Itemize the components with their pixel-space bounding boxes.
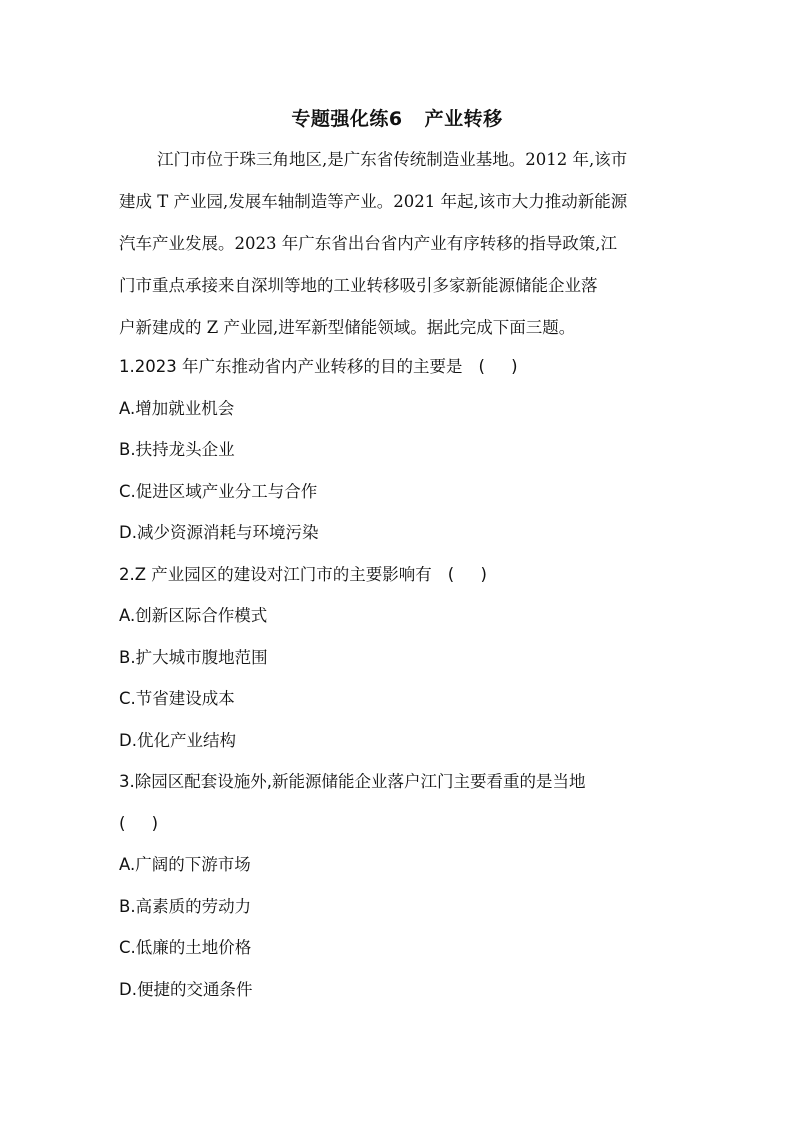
question-text: 2.Z 产业园区的建设对江门市的主要影响有 (119, 564, 432, 584)
passage-line: 门市重点承接来自深圳等地的工业转移吸引多家新能源储能企业落 (119, 276, 598, 295)
question-2-stem (119, 560, 679, 602)
question-1-option-a: A.增加就业机会 (119, 398, 235, 418)
question-list (119, 352, 679, 1016)
question-3-stem: 3.除园区配套设施外,新能源储能企业落户江门主要看重的是当地 (119, 772, 586, 791)
answer-bracket: ( ) (119, 813, 159, 833)
answer-bracket: ( ) (478, 357, 518, 376)
question-3-bracket-line (119, 809, 679, 851)
page-title (0, 104, 794, 131)
reading-passage (119, 145, 675, 355)
question-2-option-a: A.创新区际合作模式 (119, 606, 268, 625)
answer-bracket: ( ) (447, 564, 487, 584)
passage-line: 户新建成的 Z 产业园,进军新型储能领域。据此完成下面三题。 (119, 318, 576, 337)
question-1-option-b: B.扶持龙头企业 (119, 440, 235, 459)
passage-line: 江门市位于珠三角地区,是广东省传统制造业基地。2012 年,该市 (157, 150, 628, 169)
question-1-option-c: C.促进区域产业分工与合作 (119, 481, 318, 501)
question-text: 1.2023 年广东推动省内产业转移的目的主要是 (119, 357, 463, 376)
question-3-option-b: B.高素质的劳动力 (119, 896, 252, 916)
passage-line: 建成 T 产业园,发展车轴制造等产业。2021 年起,该市大力推动新能源 (119, 192, 628, 211)
title-sub: 产业转移 (424, 108, 503, 130)
question-3-option-c: C.低廉的土地价格 (119, 938, 252, 957)
title-main: 专题强化练6 (291, 108, 403, 130)
question-2-option-b: B.扩大城市腹地范围 (119, 647, 268, 667)
question-3-option-d: D.便捷的交通条件 (119, 979, 253, 999)
passage-line: 汽车产业发展。2023 年广东省出台省内产业有序转移的指导政策,江 (119, 234, 617, 253)
question-3-option-a: A.广阔的下游市场 (119, 855, 251, 874)
question-2-option-d: D.优化产业结构 (119, 730, 236, 750)
question-1-option-d: D.减少资源消耗与环境污染 (119, 523, 319, 542)
question-2-option-c: C.节省建设成本 (119, 689, 235, 708)
question-1-stem (119, 352, 679, 394)
